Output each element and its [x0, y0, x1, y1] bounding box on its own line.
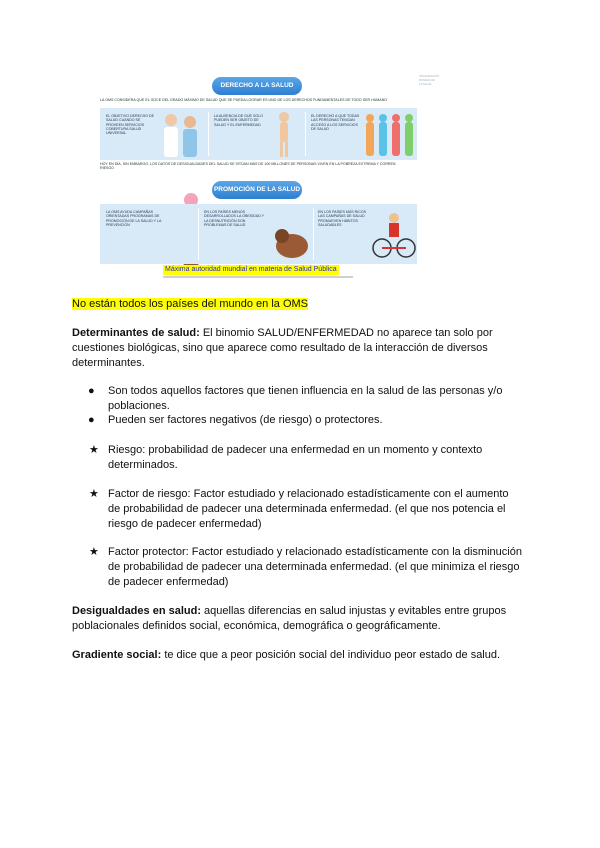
child-illustration: [270, 224, 310, 260]
infographic-caption: Máxima autoridad mundial en materia de Salud Pública: [165, 266, 337, 273]
list-item-text: Son todos aquellos factores que tienen influencia en la salud de las personas y/o: [108, 385, 503, 397]
panel-cell-text: LA AUSENCIA DE GUE SOLO PUEDEN SER OBJETO DE SALUD Y EL ENFERMEDAD: [214, 114, 263, 127]
list-item-text: Pueden ser factores negativos (de riesgo) o protectores.: [108, 414, 383, 426]
panel-cell-text: EN LOS PAÍSES MENOS DESARROLLADOS LA OBESIDAD Y LA DESNUTRICIÓN SON PROBLEMAS DE SALUD: [204, 210, 264, 227]
list-item-text: riesgo de padecer enfermedad): [108, 518, 262, 530]
logo-line: LA SALUD: [419, 83, 432, 86]
panel-cell-text: EL OBJETIVO DERECHO DE SALUD CUANDO SE PROVEEN SERVICIOS COBERTURA SALUD UNIVERSAL: [106, 114, 154, 136]
panel-derecho: [100, 108, 417, 160]
banner-derecho-salud: DERECHO A LA SALUD: [212, 77, 302, 95]
gradiente-line: [72, 648, 500, 663]
definition-text: determinantes.: [72, 357, 145, 369]
bullet-marker: ●: [88, 414, 95, 426]
definition-text: El binomio SALUD/ENFERMEDAD no aparece tan solo por: [199, 327, 493, 339]
panel-cell-text: EL DERECHO A QUE TODAS LAS PERSONAS TENGAN ACCESO A LOS SERVICIOS DE SALUD: [311, 114, 360, 131]
term-gradiente: Gradiente social:: [72, 649, 162, 661]
panel-cell-text: EN LOS PAÍSES MÁS RICOS LAS CAMPAÑAS DE SALUD PROMUEVEN HÁBITOS SALUDABLES: [318, 210, 367, 227]
term-desigualdades: Desigualdades en salud:: [72, 605, 201, 617]
list-item-text: de padecer enfermedad): [108, 576, 229, 588]
list-item-text: Factor protector: Factor estudiado y relacionado estadísticamente con la disminución: [108, 546, 522, 558]
infographic-middle-text: HOY EN DÍA, SIN EMBARGO, LOS DATOS DE DESIGUALDADES DEL SALUD SE SITÚAN MÁS DE 100 MILLONES DE PERSONAS VIVEN EN LA POBREZA EXTREMA Y CORREN RIESGO: [100, 162, 396, 171]
list-item-text: Factor de riesgo: Factor estudiado y relacionado estadísticamente con el aumento: [108, 488, 509, 500]
oms-logo: [419, 74, 455, 98]
caption-underline: [163, 276, 353, 278]
infographic-intro-text: LA OMS CONSIDERA QUE EL GOCE DEL GRADO MÁXIMO DE SALUD QUE SE PUEDA LOGRAR ES UNO DE LOS DERECHOS FUNDAMENTALES DE TODO SER HUMANO: [100, 98, 388, 102]
term-determinantes: Determinantes de salud:: [72, 327, 200, 339]
star-icon: ★: [89, 488, 99, 500]
oms-note: [72, 297, 308, 312]
diverse-people-illustration: [362, 110, 416, 160]
bullet-marker: ●: [88, 385, 95, 397]
list-item-text: de probabilidad de padecer una determinada enfermedad. (el que minimiza el riesgo: [108, 561, 520, 573]
list-item-text: poblaciones.: [108, 400, 170, 412]
human-figure-illustration: [272, 110, 296, 160]
desigualdades-line-1: [72, 604, 506, 619]
cyclist-illustration: [370, 208, 416, 262]
definition-text: te dice que a peor posición social del individuo peor estado de salud.: [161, 649, 501, 661]
panel-promocion: [100, 204, 417, 264]
determinantes-line-1: [72, 326, 493, 341]
banner-promocion-salud: PROMOCIÓN DE LA SALUD: [212, 181, 302, 199]
infographic: [100, 70, 440, 275]
doctors-illustration: [158, 110, 204, 160]
list-item-text: de probabilidad de padecer una determinada enfermedad. (el que nos potencia el: [108, 503, 506, 515]
definition-text: poblacionales definidos social, económica, demográfica o geográficamente.: [72, 620, 441, 632]
panel-cell-text: LA OMS AYUDA CAMPAÑAS ORIENTADAS PROGRAMAS DE PROMOCIÓN DE LA SALUD Y LA PREVENCIÓN: [106, 210, 162, 227]
list-item-text: Riesgo: probabilidad de padecer una enfermedad en un momento y contexto: [108, 444, 483, 456]
logo-line: MUNDIAL DE: [419, 79, 435, 82]
definition-text: aquellas diferencias en salud injustas y evitables entre grupos: [200, 605, 507, 617]
logo-line: ORGANIZACIÓN: [419, 75, 440, 78]
star-icon: ★: [89, 444, 99, 456]
definition-text: cuestiones biológicas, sino que aparece como resultado de la interacción de diversos: [72, 342, 488, 354]
highlighted-text: No están todos los países del mundo en la OMS: [72, 298, 309, 310]
list-item-text: determinados.: [108, 459, 178, 471]
star-icon: ★: [89, 546, 99, 558]
